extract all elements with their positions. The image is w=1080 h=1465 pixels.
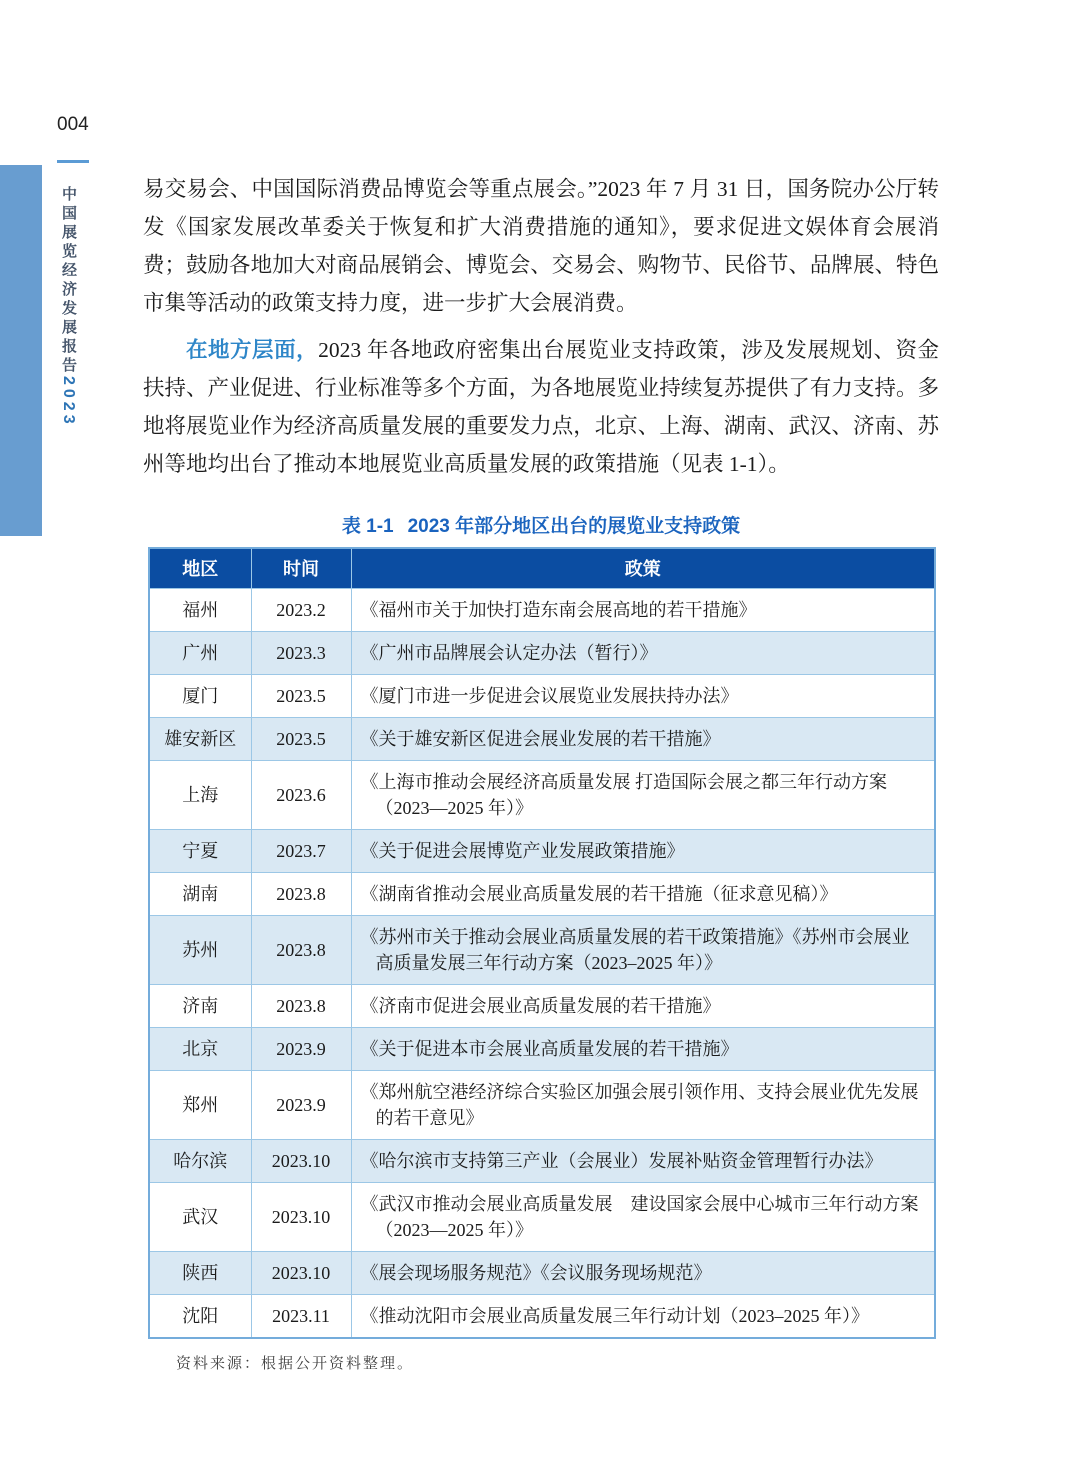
table-row	[149, 1139, 935, 1182]
date-cell: 2023.8	[251, 872, 351, 915]
table-row	[149, 1251, 935, 1294]
date-cell: 2023.11	[251, 1294, 351, 1338]
policy-cell: 《济南市促进会展业高质量发展的若干措施》	[351, 984, 935, 1027]
sidebar-vertical-title	[58, 186, 79, 516]
date-cell: 2023.9	[251, 1027, 351, 1070]
date-cell: 2023.10	[251, 1182, 351, 1251]
page-number: 004	[57, 114, 89, 135]
date-cell: 2023.3	[251, 631, 351, 674]
date-cell: 2023.5	[251, 674, 351, 717]
policy-cell: 《厦门市进一步促进会议展览业发展扶持办法》	[351, 674, 935, 717]
date-cell: 2023.5	[251, 717, 351, 760]
date-cell: 2023.10	[251, 1139, 351, 1182]
policy-cell: 《湖南省推动会展业高质量发展的若干措施（征求意见稿）》	[351, 872, 935, 915]
main-content	[143, 170, 939, 1373]
column-header-region: 地区	[149, 548, 251, 588]
region-cell: 广州	[149, 631, 251, 674]
paragraph-2-text: 2023 年各地政府密集出台展览业支持政策，涉及发展规划、资金扶持、产业促进、行业标准等多个方面，为各地展览业持续复苏提供了有力支持。多地将展览业作为经济高质量发展的重要发力点，北京、上海、湖南、武汉、济南、苏州等地均出台了推动本地展览业高质量发展的政策措施（见表 1-1）。	[143, 338, 939, 476]
region-cell: 济南	[149, 984, 251, 1027]
table-row	[149, 588, 935, 631]
date-cell: 2023.8	[251, 984, 351, 1027]
policy-cell: 《苏州市关于推动会展业高质量发展的若干政策措施》《苏州市会展业高质量发展三年行动方案（2023–2025 年）》	[351, 915, 935, 984]
policy-cell: 《关于雄安新区促进会展业发展的若干措施》	[351, 717, 935, 760]
sidebar-title-year: 2023	[60, 376, 77, 428]
region-cell: 哈尔滨	[149, 1139, 251, 1182]
region-cell: 沈阳	[149, 1294, 251, 1338]
table-caption	[143, 511, 939, 538]
policy-cell: 《关于促进会展博览产业发展政策措施》	[351, 829, 935, 872]
column-header-date: 时间	[251, 548, 351, 588]
date-cell: 2023.8	[251, 915, 351, 984]
table-row	[149, 1294, 935, 1338]
region-cell: 北京	[149, 1027, 251, 1070]
table-row	[149, 1027, 935, 1070]
region-cell: 宁夏	[149, 829, 251, 872]
header-row	[149, 548, 935, 588]
date-cell: 2023.7	[251, 829, 351, 872]
region-cell: 雄安新区	[149, 717, 251, 760]
date-cell: 2023.10	[251, 1251, 351, 1294]
table-row	[149, 984, 935, 1027]
table-row	[149, 631, 935, 674]
table-row	[149, 674, 935, 717]
region-cell: 苏州	[149, 915, 251, 984]
table-row	[149, 760, 935, 829]
policy-cell: 《福州市关于加快打造东南会展高地的若干措施》	[351, 588, 935, 631]
table-row	[149, 717, 935, 760]
region-cell: 福州	[149, 588, 251, 631]
sidebar-title-text: 中国展览经济发展报告	[60, 186, 77, 376]
date-cell: 2023.6	[251, 760, 351, 829]
body-paragraph-2	[143, 331, 939, 483]
sidebar-accent-bar	[0, 165, 42, 536]
region-cell: 上海	[149, 760, 251, 829]
table-row	[149, 1182, 935, 1251]
policy-cell: 《展会现场服务规范》《会议服务现场规范》	[351, 1251, 935, 1294]
region-cell: 湖南	[149, 872, 251, 915]
body-paragraph-1: 易交易会、中国国际消费品博览会等重点展会。”2023 年 7 月 31 日，国务院办公厅转发《国家发展改革委关于恢复和扩大消费措施的通知》，要求促进文娱体育会展消费；鼓励各地加大对商品展销会、博览会、交易会、购物节、民俗节、品牌展、特色市集等活动的政策支持力度，进一步扩大会展消费。	[143, 177, 939, 315]
policy-cell: 《关于促进本市会展业高质量发展的若干措施》	[351, 1027, 935, 1070]
region-cell: 厦门	[149, 674, 251, 717]
policy-cell: 《郑州航空港经济综合实验区加强会展引领作用、支持会展业优先发展的若干意见》	[351, 1070, 935, 1139]
region-cell: 郑州	[149, 1070, 251, 1139]
table-row	[149, 1070, 935, 1139]
policy-cell: 《推动沈阳市会展业高质量发展三年行动计划（2023–2025 年）》	[351, 1294, 935, 1338]
paragraph-2-lead: 在地方层面，	[186, 338, 319, 362]
table-caption-label: 表 1-1	[341, 516, 394, 537]
policy-table-head	[149, 548, 935, 588]
table-caption-title: 2023 年部分地区出台的展览业支持政策	[407, 516, 741, 537]
policy-cell: 《哈尔滨市支持第三产业（会展业）发展补贴资金管理暂行办法》	[351, 1139, 935, 1182]
table-row	[149, 829, 935, 872]
page-number-rule	[57, 160, 89, 163]
policy-cell: 《上海市推动会展经济高质量发展 打造国际会展之都三年行动方案（2023—2025 年）》	[351, 760, 935, 829]
region-cell: 武汉	[149, 1182, 251, 1251]
column-header-policy: 政策	[351, 548, 935, 588]
policy-table	[148, 547, 936, 1339]
policy-cell: 《武汉市推动会展业高质量发展 建设国家会展中心城市三年行动方案（2023—2025 年）》	[351, 1182, 935, 1251]
region-cell: 陕西	[149, 1251, 251, 1294]
source-note: 资料来源：根据公开资料整理。	[176, 1355, 415, 1372]
policy-table-body	[149, 588, 935, 1338]
table-row	[149, 872, 935, 915]
date-cell: 2023.9	[251, 1070, 351, 1139]
table-row	[149, 915, 935, 984]
policy-cell: 《广州市品牌展会认定办法（暂行）》	[351, 631, 935, 674]
date-cell: 2023.2	[251, 588, 351, 631]
